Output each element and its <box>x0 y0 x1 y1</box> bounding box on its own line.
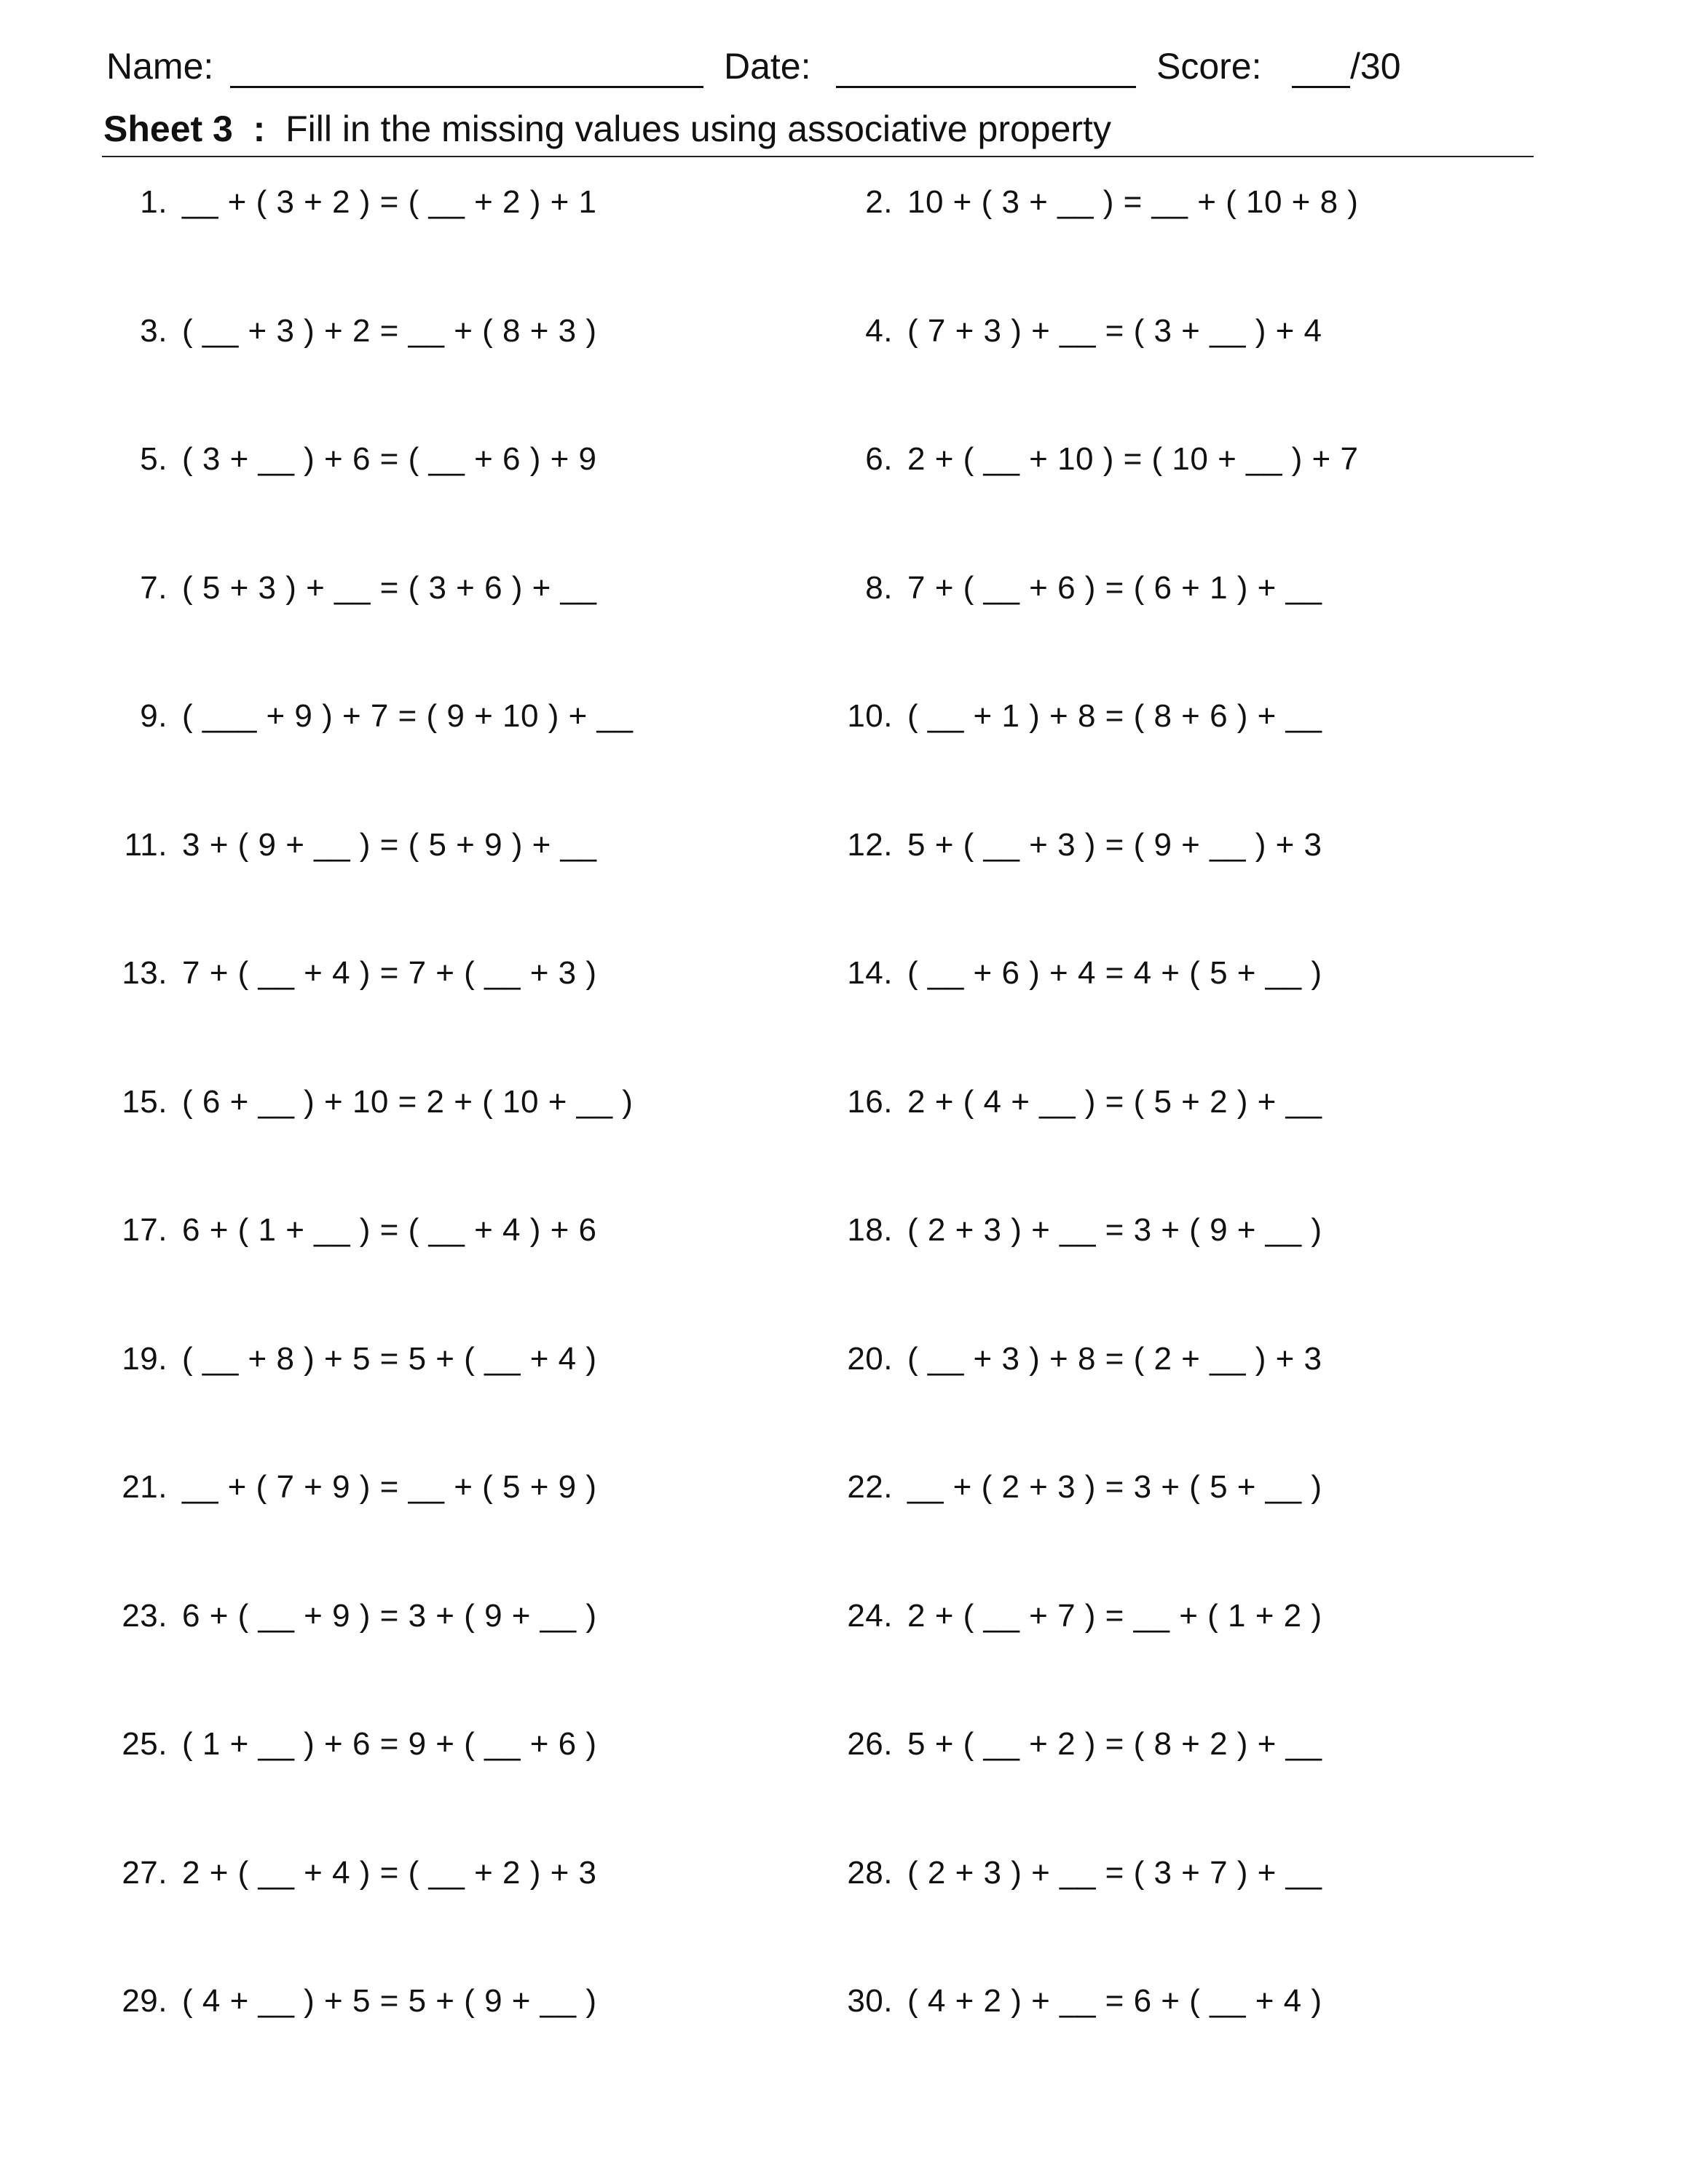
problem-item[interactable] <box>102 438 597 481</box>
problem-item[interactable] <box>827 951 1322 995</box>
problem-item[interactable] <box>102 309 597 353</box>
problem-expression: 6 + ( __ + 9 ) = 3 + ( 9 + __ ) <box>182 1597 597 1634</box>
problem-expression: ( 6 + __ ) + 10 = 2 + ( 10 + __ ) <box>182 1083 634 1120</box>
problem-number: 29. <box>122 1983 167 2019</box>
problem-item[interactable] <box>827 695 1322 738</box>
problem-item[interactable] <box>102 951 597 995</box>
problem-expression: 2 + ( __ + 4 ) = ( __ + 2 ) + 3 <box>182 1854 597 1891</box>
problem-item[interactable] <box>827 1337 1322 1381</box>
problem-number: 26. <box>847 1726 893 1762</box>
problem-expression: 2 + ( __ + 7 ) = __ + ( 1 + 2 ) <box>907 1597 1322 1634</box>
problem-number: 9. <box>140 698 167 734</box>
problem-item[interactable] <box>827 1722 1322 1766</box>
problem-expression: 7 + ( __ + 6 ) = ( 6 + 1 ) + __ <box>907 569 1322 606</box>
score-field[interactable] <box>1292 86 1350 88</box>
problem-item[interactable] <box>827 1851 1322 1895</box>
problem-number: 17. <box>122 1212 167 1248</box>
problem-number: 25. <box>122 1726 167 1762</box>
problem-item[interactable] <box>102 823 597 867</box>
problem-item[interactable] <box>827 1979 1322 2023</box>
problem-item[interactable] <box>102 1080 633 1124</box>
sheet-number: Sheet 3 <box>103 108 233 149</box>
problem-expression: ( 4 + __ ) + 5 = 5 + ( 9 + __ ) <box>182 1983 597 2019</box>
problem-item[interactable] <box>827 566 1322 610</box>
problem-expression: ( __ + 3 ) + 8 = ( 2 + __ ) + 3 <box>907 1340 1322 1377</box>
problem-number: 6. <box>865 441 893 477</box>
date-field[interactable] <box>836 86 1136 88</box>
worksheet-header <box>106 41 1432 92</box>
problem-number: 13. <box>122 955 167 991</box>
problem-expression: 2 + ( __ + 10 ) = ( 10 + __ ) + 7 <box>907 441 1359 477</box>
sheet-title <box>103 106 1111 151</box>
problem-number: 1. <box>140 184 167 220</box>
title-separator: : <box>253 108 266 149</box>
problem-item[interactable] <box>827 1594 1322 1638</box>
problem-number: 7. <box>140 569 167 606</box>
name-field[interactable] <box>230 86 703 88</box>
problem-expression: ( __ + 3 ) + 2 = __ + ( 8 + 3 ) <box>182 312 597 349</box>
problem-number: 22. <box>847 1469 893 1505</box>
problem-number: 2. <box>865 184 893 220</box>
problem-number: 16. <box>847 1083 893 1120</box>
problem-number: 19. <box>122 1340 167 1377</box>
problem-item[interactable] <box>827 1465 1322 1509</box>
sheet-instruction: Fill in the missing values using associative property <box>285 108 1111 149</box>
problem-number: 14. <box>847 955 893 991</box>
problem-item[interactable] <box>102 1594 597 1638</box>
problem-expression: __ + ( 3 + 2 ) = ( __ + 2 ) + 1 <box>182 184 597 220</box>
problem-item[interactable] <box>827 823 1322 867</box>
problem-expression: ( 5 + 3 ) + __ = ( 3 + 6 ) + __ <box>182 569 597 606</box>
problem-number: 5. <box>140 441 167 477</box>
title-divider <box>102 156 1534 157</box>
problem-item[interactable] <box>102 181 597 224</box>
problem-item[interactable] <box>102 1208 597 1252</box>
problem-expression: ( 2 + 3 ) + __ = 3 + ( 9 + __ ) <box>907 1212 1322 1248</box>
problem-item[interactable] <box>827 181 1358 224</box>
problem-item[interactable] <box>102 1851 597 1895</box>
problem-expression: __ + ( 7 + 9 ) = __ + ( 5 + 9 ) <box>182 1469 597 1505</box>
problem-item[interactable] <box>102 1722 597 1766</box>
problem-item[interactable] <box>827 438 1358 481</box>
score-label: Score: <box>1156 46 1262 87</box>
problem-expression: ( __ + 6 ) + 4 = 4 + ( 5 + __ ) <box>907 955 1322 991</box>
problem-number: 27. <box>122 1854 167 1891</box>
problem-number: 15. <box>122 1083 167 1120</box>
problem-number: 3. <box>140 312 167 349</box>
problem-number: 10. <box>847 698 893 734</box>
problem-expression: ( 2 + 3 ) + __ = ( 3 + 7 ) + __ <box>907 1854 1322 1891</box>
problem-number: 8. <box>865 569 893 606</box>
problem-number: 11. <box>124 826 167 863</box>
problem-number: 23. <box>122 1597 167 1634</box>
problem-expression: ( ___ + 9 ) + 7 = ( 9 + 10 ) + __ <box>182 698 634 734</box>
problem-expression: ( __ + 1 ) + 8 = ( 8 + 6 ) + __ <box>907 698 1322 734</box>
problem-expression: 10 + ( 3 + __ ) = __ + ( 10 + 8 ) <box>907 184 1359 220</box>
name-label: Name: <box>106 46 214 87</box>
problem-expression: ( 1 + __ ) + 6 = 9 + ( __ + 6 ) <box>182 1726 597 1762</box>
problem-expression: ( __ + 8 ) + 5 = 5 + ( __ + 4 ) <box>182 1340 597 1377</box>
problem-expression: 5 + ( __ + 2 ) = ( 8 + 2 ) + __ <box>907 1726 1322 1762</box>
problem-number: 21. <box>122 1469 167 1505</box>
problem-expression: ( 4 + 2 ) + __ = 6 + ( __ + 4 ) <box>907 1983 1322 2019</box>
problem-expression: 3 + ( 9 + __ ) = ( 5 + 9 ) + __ <box>182 826 597 863</box>
problem-item[interactable] <box>102 1465 597 1509</box>
problem-item[interactable] <box>827 1080 1322 1124</box>
problem-number: 30. <box>847 1983 893 2019</box>
problem-number: 24. <box>847 1597 893 1634</box>
problem-item[interactable] <box>827 309 1322 353</box>
problem-number: 4. <box>865 312 893 349</box>
problem-expression: 2 + ( 4 + __ ) = ( 5 + 2 ) + __ <box>907 1083 1322 1120</box>
score-total: /30 <box>1350 46 1401 87</box>
date-label: Date: <box>724 46 811 87</box>
problem-item[interactable] <box>827 1208 1322 1252</box>
problem-number: 12. <box>847 826 893 863</box>
problem-expression: ( 3 + __ ) + 6 = ( __ + 6 ) + 9 <box>182 441 597 477</box>
problem-item[interactable] <box>102 1337 597 1381</box>
problem-expression: __ + ( 2 + 3 ) = 3 + ( 5 + __ ) <box>907 1469 1322 1505</box>
problem-number: 20. <box>847 1340 893 1377</box>
problem-item[interactable] <box>102 566 597 610</box>
problem-expression: 7 + ( __ + 4 ) = 7 + ( __ + 3 ) <box>182 955 597 991</box>
problem-number: 18. <box>847 1212 893 1248</box>
problem-expression: ( 7 + 3 ) + __ = ( 3 + __ ) + 4 <box>907 312 1322 349</box>
problem-expression: 5 + ( __ + 3 ) = ( 9 + __ ) + 3 <box>907 826 1322 863</box>
problem-expression: 6 + ( 1 + __ ) = ( __ + 4 ) + 6 <box>182 1212 597 1248</box>
problem-item[interactable] <box>102 1979 597 2023</box>
problem-item[interactable] <box>102 695 633 738</box>
problem-number: 28. <box>847 1854 893 1891</box>
